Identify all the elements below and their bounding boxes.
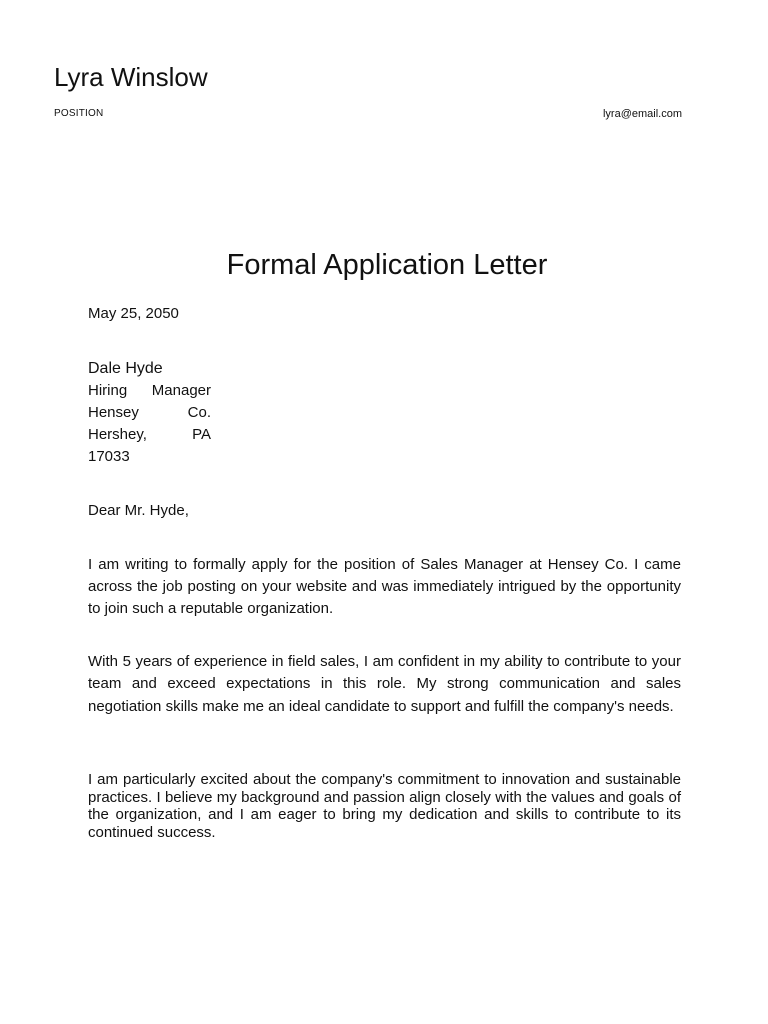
recipient-city-state: Hershey, PA [88,426,211,443]
letter-date: May 25, 2050 [88,305,179,322]
salutation: Dear Mr. Hyde, [88,502,189,519]
document-title: Formal Application Letter [226,249,548,281]
recipient-company: Hensey Co. [88,404,211,421]
recipient-zip: 17033 [88,448,130,465]
recipient-title: Hiring Manager [88,382,211,399]
body-paragraph: I am writing to formally apply for the position of Sales Manager at Hensey Co. I came across the job posting on your website and was immediately intrigued by the opportunity to join such a reputable organization. [88,556,681,617]
recipient-address [88,380,211,468]
sender-name: Lyra Winslow [54,62,208,92]
recipient-name: Dale Hyde [88,360,163,377]
sender-position: POSITION [54,108,104,119]
sender-email: lyra@email.com [602,108,682,120]
body-paragraph: I am particularly excited about the company's commitment to innovation and sustainable practices. I believe my background and passion align closely with the values and goals of the organization, and I am eager to bring my dedication and skills to contribute to its continued success. [88,771,681,841]
body-paragraph: With 5 years of experience in field sales, I am confident in my ability to contribute to your team and exceed expectations in this role. My strong communication and sales negotiation skills make me an ideal candidate to support and fulfill the company's needs. [88,653,681,715]
